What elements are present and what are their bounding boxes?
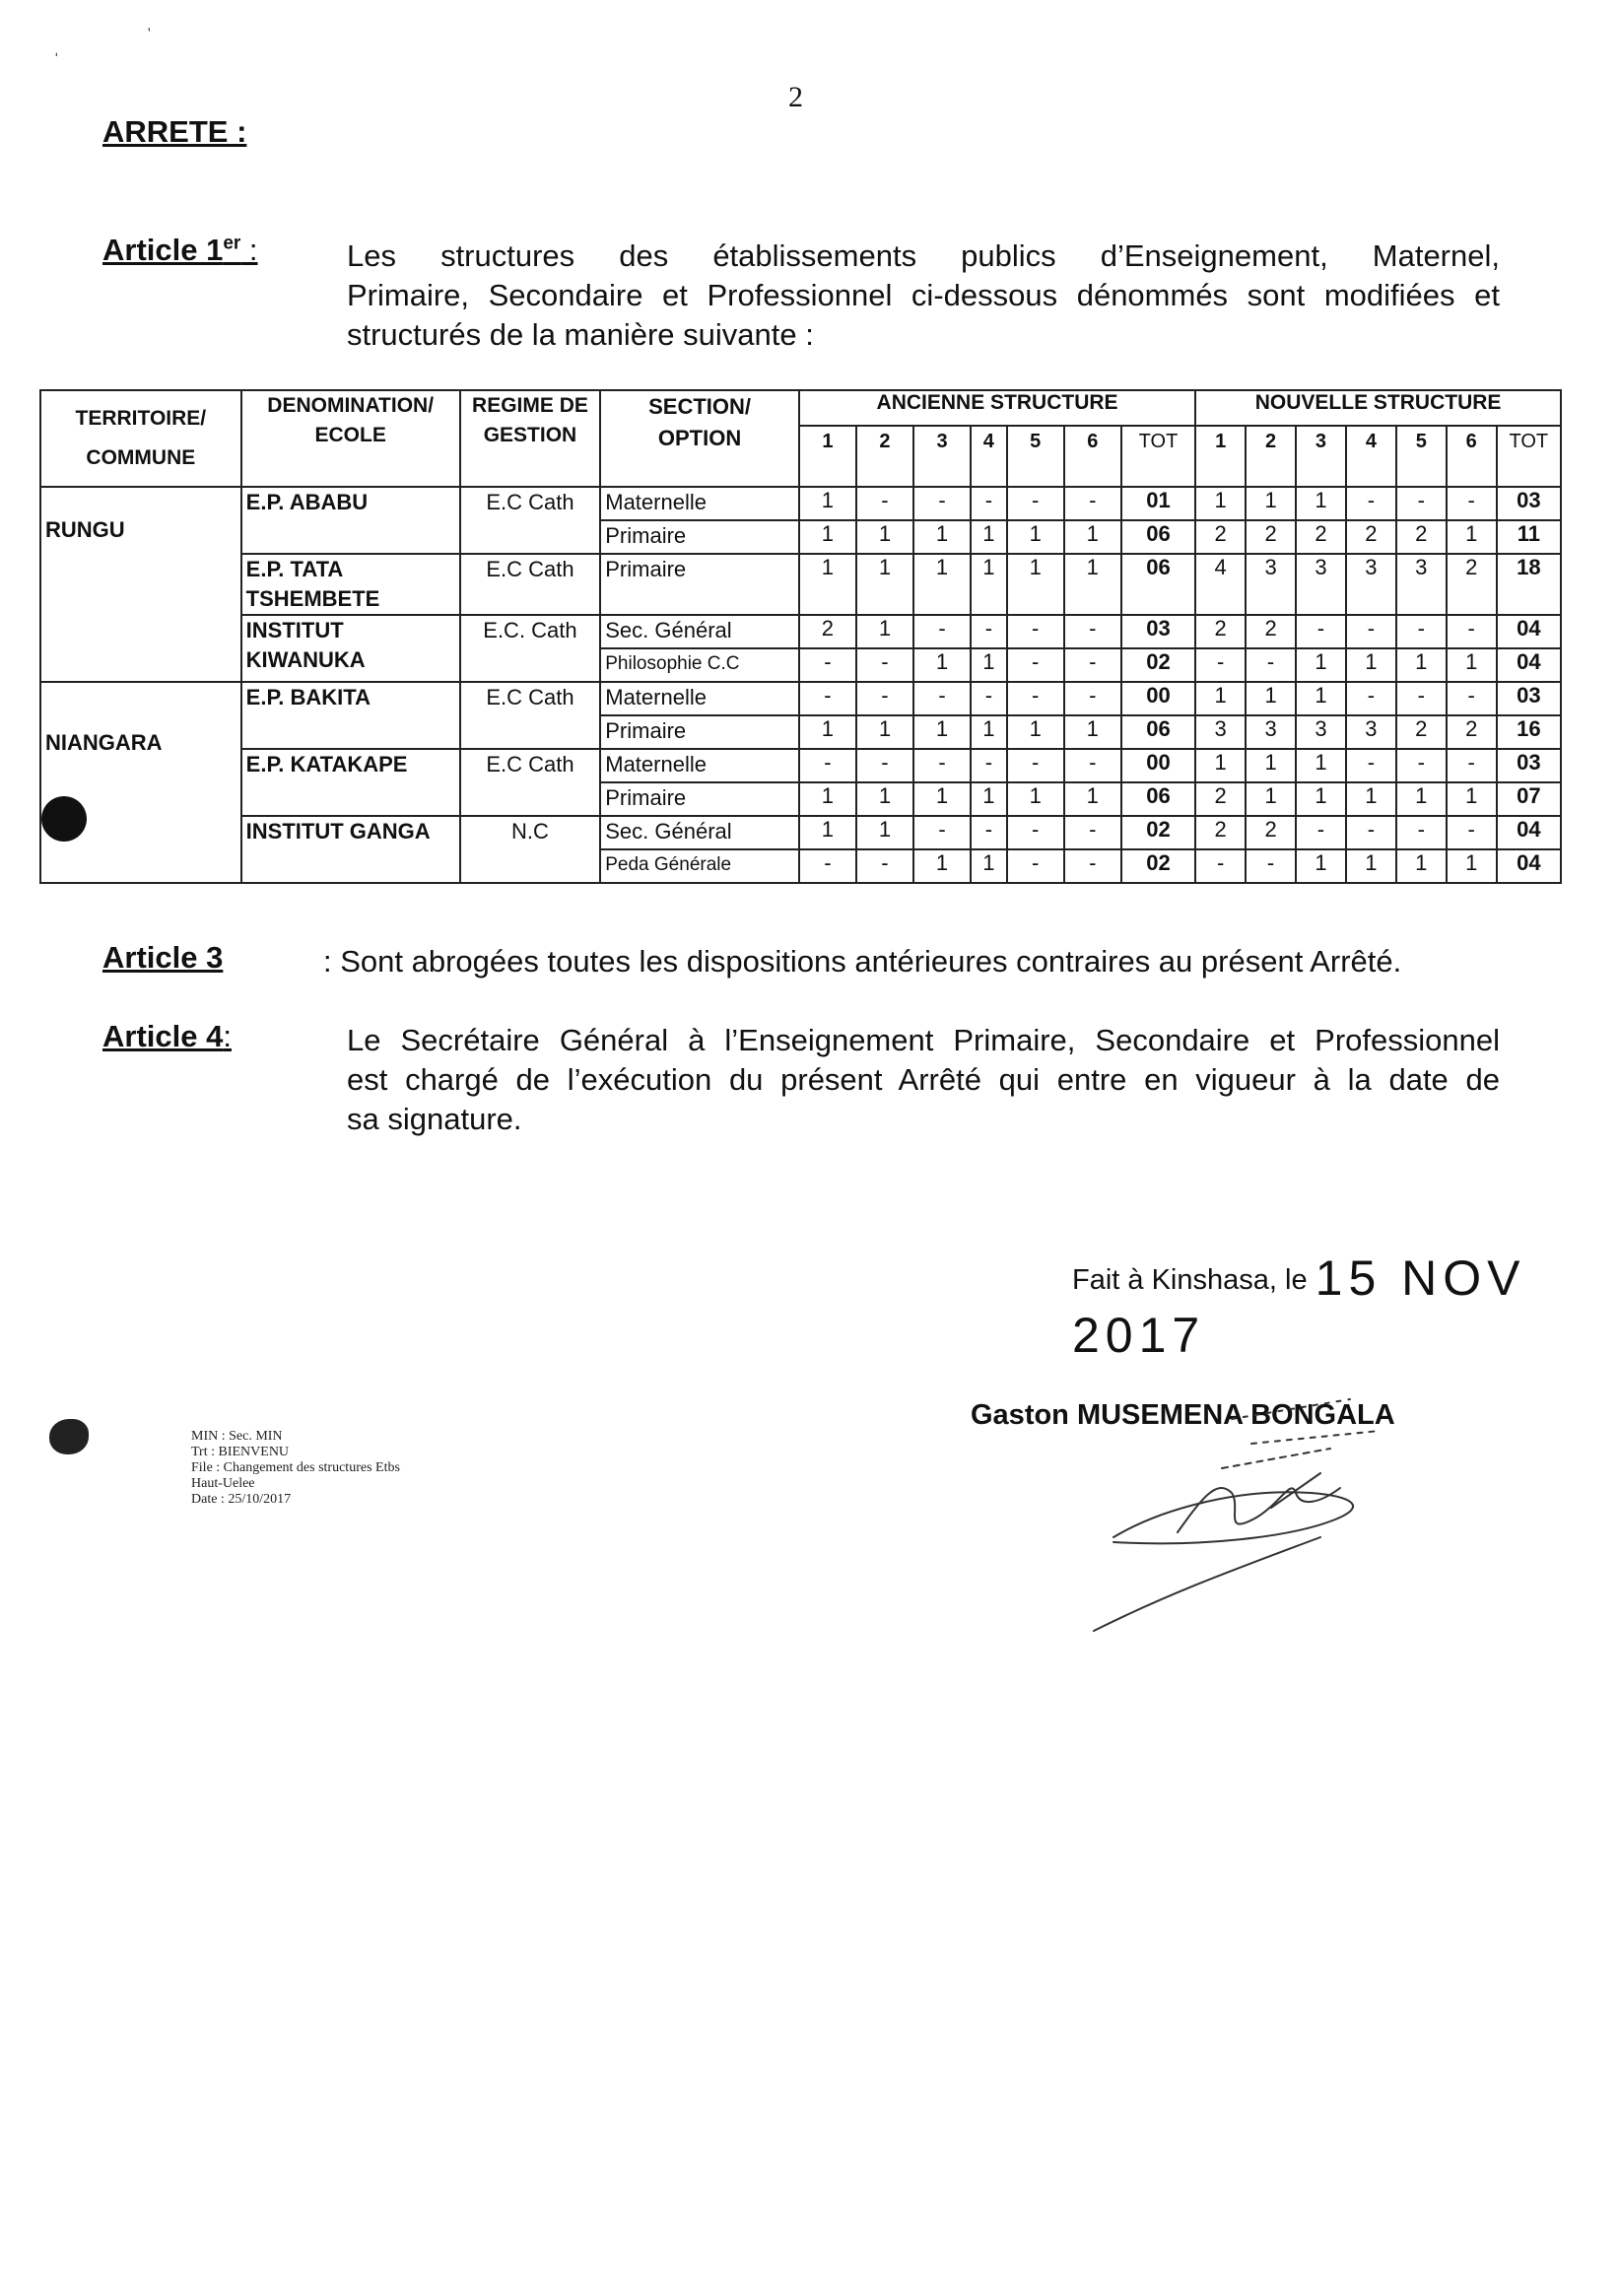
article-4-line: Le Secrétaire Général à l’Enseignement Primaire, Secondaire et Professionnel bbox=[347, 1023, 1500, 1057]
old-total-cell: 06 bbox=[1121, 782, 1195, 816]
old-count-cell: 1 bbox=[799, 782, 856, 816]
article-4-line: est chargé de l’exécution du présent Arrêté qui entre en vigueur à la date de bbox=[347, 1062, 1500, 1097]
col-old-6: 6 bbox=[1064, 426, 1121, 487]
old-count-cell: 1 bbox=[1007, 554, 1064, 615]
old-count-cell: - bbox=[913, 682, 971, 715]
new-total-cell: 03 bbox=[1497, 749, 1561, 782]
article-3-label: Article 3 bbox=[102, 940, 224, 975]
new-count-cell: 1 bbox=[1296, 682, 1346, 715]
old-count-cell: - bbox=[1064, 615, 1121, 648]
old-count-cell: - bbox=[799, 749, 856, 782]
new-count-cell: 3 bbox=[1396, 554, 1447, 615]
new-count-cell: 2 bbox=[1396, 520, 1447, 554]
new-count-cell: 1 bbox=[1346, 849, 1396, 883]
old-total-cell: 01 bbox=[1121, 487, 1195, 520]
old-count-cell: 1 bbox=[856, 554, 913, 615]
new-count-cell: - bbox=[1346, 816, 1396, 849]
note-line: Trt : BIENVENU bbox=[191, 1445, 290, 1459]
reference-note bbox=[191, 1429, 400, 1508]
old-count-cell: - bbox=[971, 816, 1007, 849]
col-old-tot: TOT bbox=[1121, 426, 1195, 487]
old-count-cell: 1 bbox=[1064, 782, 1121, 816]
signatory-name: Gaston MUSEMENA BONGALA bbox=[971, 1399, 1395, 1431]
section-cell: Primaire bbox=[600, 782, 799, 816]
old-count-cell: 1 bbox=[1064, 715, 1121, 749]
place-text: Fait à Kinshasa, le bbox=[1072, 1264, 1308, 1296]
new-count-cell: 1 bbox=[1447, 782, 1497, 816]
new-count-cell: - bbox=[1346, 682, 1396, 715]
handwritten-signature bbox=[1084, 1380, 1409, 1636]
note-line: Date : 25/10/2017 bbox=[191, 1492, 292, 1507]
new-count-cell: - bbox=[1296, 615, 1346, 648]
col-old-4: 4 bbox=[971, 426, 1007, 487]
old-count-cell: - bbox=[1007, 749, 1064, 782]
stamp-mark bbox=[49, 1419, 89, 1454]
old-count-cell: 1 bbox=[1007, 520, 1064, 554]
new-total-cell: 18 bbox=[1497, 554, 1561, 615]
old-total-cell: 02 bbox=[1121, 816, 1195, 849]
old-count-cell: - bbox=[1064, 749, 1121, 782]
new-count-cell: 1 bbox=[1296, 749, 1346, 782]
new-count-cell: 1 bbox=[1396, 849, 1447, 883]
new-count-cell: 3 bbox=[1195, 715, 1246, 749]
section-cell: Maternelle bbox=[600, 749, 799, 782]
new-total-cell: 04 bbox=[1497, 849, 1561, 883]
new-count-cell: 1 bbox=[1195, 487, 1246, 520]
regime-cell: E.C Cath bbox=[460, 554, 601, 615]
old-count-cell: - bbox=[913, 816, 971, 849]
col-territoire: TERRITOIRE/ COMMUNE bbox=[40, 390, 241, 487]
new-count-cell: 3 bbox=[1296, 554, 1346, 615]
table-header bbox=[40, 390, 1561, 487]
old-count-cell: 1 bbox=[856, 715, 913, 749]
new-count-cell: 1 bbox=[1447, 520, 1497, 554]
new-count-cell: 1 bbox=[1346, 648, 1396, 682]
old-count-cell: 1 bbox=[856, 782, 913, 816]
school-name-cell: INSTITUT GANGA bbox=[241, 816, 460, 883]
section-cell: Maternelle bbox=[600, 682, 799, 715]
new-count-cell: 2 bbox=[1246, 615, 1296, 648]
old-total-cell: 06 bbox=[1121, 715, 1195, 749]
old-count-cell: - bbox=[1064, 682, 1121, 715]
new-count-cell: 2 bbox=[1195, 520, 1246, 554]
new-count-cell: 3 bbox=[1346, 554, 1396, 615]
old-count-cell: 1 bbox=[856, 520, 913, 554]
new-count-cell: 2 bbox=[1346, 520, 1396, 554]
new-count-cell: - bbox=[1396, 816, 1447, 849]
old-count-cell: 1 bbox=[971, 849, 1007, 883]
new-count-cell: - bbox=[1296, 816, 1346, 849]
new-count-cell: 1 bbox=[1396, 648, 1447, 682]
new-total-cell: 16 bbox=[1497, 715, 1561, 749]
new-count-cell: - bbox=[1447, 615, 1497, 648]
col-new-6: 6 bbox=[1447, 426, 1497, 487]
new-count-cell: 2 bbox=[1447, 715, 1497, 749]
decree-heading: ARRETE : bbox=[102, 114, 247, 149]
new-count-cell: - bbox=[1195, 648, 1246, 682]
old-count-cell: 1 bbox=[971, 782, 1007, 816]
new-total-cell: 11 bbox=[1497, 520, 1561, 554]
old-count-cell: - bbox=[1007, 615, 1064, 648]
old-count-cell: - bbox=[856, 849, 913, 883]
new-total-cell: 04 bbox=[1497, 615, 1561, 648]
old-count-cell: 1 bbox=[1007, 715, 1064, 749]
new-count-cell: - bbox=[1246, 648, 1296, 682]
section-cell: Primaire bbox=[600, 520, 799, 554]
regime-cell: E.C Cath bbox=[460, 682, 601, 749]
old-count-cell: - bbox=[971, 615, 1007, 648]
old-count-cell: 1 bbox=[971, 520, 1007, 554]
new-total-cell: 03 bbox=[1497, 487, 1561, 520]
new-count-cell: 2 bbox=[1246, 816, 1296, 849]
new-count-cell: 1 bbox=[1296, 487, 1346, 520]
article-4-label: Article 4: bbox=[102, 1019, 232, 1053]
new-count-cell: - bbox=[1396, 682, 1447, 715]
structures-table bbox=[39, 389, 1562, 884]
territory-cell: RUNGU bbox=[40, 487, 241, 682]
school-name-cell: E.P. BAKITA bbox=[241, 682, 460, 749]
new-count-cell: 2 bbox=[1195, 615, 1246, 648]
col-old-5: 5 bbox=[1007, 426, 1064, 487]
old-count-cell: 1 bbox=[1064, 554, 1121, 615]
article-3-text: : Sont abrogées toutes les dispositions antérieures contraires au présent Arrêté. bbox=[323, 944, 1402, 979]
new-count-cell: - bbox=[1396, 487, 1447, 520]
regime-cell: E.C. Cath bbox=[460, 615, 601, 682]
new-count-cell: 3 bbox=[1246, 554, 1296, 615]
old-total-cell: 00 bbox=[1121, 749, 1195, 782]
new-count-cell: 1 bbox=[1195, 749, 1246, 782]
old-count-cell: - bbox=[1064, 816, 1121, 849]
new-count-cell: 1 bbox=[1346, 782, 1396, 816]
new-count-cell: - bbox=[1447, 682, 1497, 715]
regime-cell: E.C Cath bbox=[460, 749, 601, 816]
school-name-cell: INSTITUT KIWANUKA bbox=[241, 615, 460, 682]
school-name-cell: E.P. TATA TSHEMBETE bbox=[241, 554, 460, 615]
old-count-cell: - bbox=[971, 749, 1007, 782]
section-cell: Primaire bbox=[600, 554, 799, 615]
old-count-cell: - bbox=[1064, 487, 1121, 520]
old-count-cell: 1 bbox=[913, 648, 971, 682]
old-count-cell: 1 bbox=[799, 520, 856, 554]
new-count-cell: 1 bbox=[1246, 487, 1296, 520]
page-number: 2 bbox=[788, 81, 803, 113]
new-count-cell: 2 bbox=[1246, 520, 1296, 554]
old-count-cell: 1 bbox=[913, 520, 971, 554]
article-4-text bbox=[347, 1021, 1500, 1139]
new-count-cell: 2 bbox=[1195, 782, 1246, 816]
col-new-3: 3 bbox=[1296, 426, 1346, 487]
article-4-line: sa signature. bbox=[347, 1102, 522, 1136]
old-count-cell: 1 bbox=[799, 715, 856, 749]
old-count-cell: - bbox=[971, 487, 1007, 520]
new-total-cell: 04 bbox=[1497, 816, 1561, 849]
old-count-cell: 1 bbox=[913, 554, 971, 615]
old-count-cell: - bbox=[799, 682, 856, 715]
section-cell: Maternelle bbox=[600, 487, 799, 520]
old-count-cell: - bbox=[913, 487, 971, 520]
col-new-4: 4 bbox=[1346, 426, 1396, 487]
old-count-cell: 1 bbox=[856, 615, 913, 648]
new-count-cell: 4 bbox=[1195, 554, 1246, 615]
new-count-cell: - bbox=[1447, 816, 1497, 849]
new-count-cell: 1 bbox=[1246, 682, 1296, 715]
old-count-cell: 1 bbox=[799, 554, 856, 615]
new-count-cell: 1 bbox=[1296, 648, 1346, 682]
new-total-cell: 07 bbox=[1497, 782, 1561, 816]
old-count-cell: - bbox=[913, 615, 971, 648]
new-count-cell: 3 bbox=[1346, 715, 1396, 749]
table-body bbox=[40, 487, 1561, 883]
col-new-tot: TOT bbox=[1497, 426, 1561, 487]
territory-cell: NIANGARA bbox=[40, 682, 241, 883]
new-count-cell: 1 bbox=[1396, 782, 1447, 816]
old-count-cell: - bbox=[799, 849, 856, 883]
old-count-cell: 1 bbox=[856, 816, 913, 849]
col-new-1: 1 bbox=[1195, 426, 1246, 487]
new-count-cell: - bbox=[1346, 749, 1396, 782]
col-new-5: 5 bbox=[1396, 426, 1447, 487]
old-count-cell: - bbox=[856, 749, 913, 782]
new-count-cell: - bbox=[1447, 487, 1497, 520]
table-row bbox=[40, 816, 1561, 849]
new-count-cell: - bbox=[1346, 487, 1396, 520]
old-count-cell: - bbox=[799, 648, 856, 682]
note-line: Haut-Uelee bbox=[191, 1476, 255, 1491]
col-old-1: 1 bbox=[799, 426, 856, 487]
new-count-cell: 1 bbox=[1246, 782, 1296, 816]
old-count-cell: 1 bbox=[971, 554, 1007, 615]
section-cell: Philosophie C.C bbox=[600, 648, 799, 682]
old-count-cell: - bbox=[856, 682, 913, 715]
new-count-cell: - bbox=[1246, 849, 1296, 883]
old-count-cell: - bbox=[1007, 682, 1064, 715]
col-old-2: 2 bbox=[856, 426, 913, 487]
table-row bbox=[40, 554, 1561, 615]
new-total-cell: 04 bbox=[1497, 648, 1561, 682]
punch-hole bbox=[41, 796, 87, 842]
regime-cell: E.C Cath bbox=[460, 487, 601, 554]
old-count-cell: 1 bbox=[913, 782, 971, 816]
old-count-cell: - bbox=[971, 682, 1007, 715]
place-and-date bbox=[1072, 1249, 1619, 1364]
old-total-cell: 03 bbox=[1121, 615, 1195, 648]
old-count-cell: 1 bbox=[799, 816, 856, 849]
school-name-cell: E.P. KATAKAPE bbox=[241, 749, 460, 816]
new-count-cell: 2 bbox=[1296, 520, 1346, 554]
old-count-cell: 1 bbox=[971, 715, 1007, 749]
table-row bbox=[40, 615, 1561, 648]
scan-mark: ˌ bbox=[53, 35, 60, 57]
old-count-cell: 1 bbox=[1007, 782, 1064, 816]
section-cell: Primaire bbox=[600, 715, 799, 749]
new-count-cell: 3 bbox=[1246, 715, 1296, 749]
article-1-line: Primaire, Secondaire et Professionnel ci-dessous dénommés sont modifiées et bbox=[347, 278, 1500, 312]
new-count-cell: 2 bbox=[1195, 816, 1246, 849]
old-total-cell: 06 bbox=[1121, 520, 1195, 554]
new-count-cell: - bbox=[1396, 615, 1447, 648]
col-ancienne-structure: ANCIENNE STRUCTURE bbox=[799, 390, 1195, 426]
new-count-cell: - bbox=[1396, 749, 1447, 782]
section-cell: Peda Générale bbox=[600, 849, 799, 883]
col-nouvelle-structure: NOUVELLE STRUCTURE bbox=[1195, 390, 1561, 426]
new-count-cell: - bbox=[1195, 849, 1246, 883]
old-total-cell: 02 bbox=[1121, 648, 1195, 682]
old-count-cell: 1 bbox=[971, 648, 1007, 682]
article-1-label: Article 1er : bbox=[102, 233, 258, 267]
article-1-text bbox=[347, 236, 1500, 355]
old-count-cell: - bbox=[1007, 648, 1064, 682]
note-line: MIN : Sec. MIN bbox=[191, 1429, 283, 1444]
school-name-cell: E.P. ABABU bbox=[241, 487, 460, 554]
old-count-cell: 1 bbox=[913, 715, 971, 749]
old-count-cell: - bbox=[1064, 849, 1121, 883]
new-count-cell: 1 bbox=[1296, 782, 1346, 816]
scan-mark: ˈ bbox=[146, 26, 153, 47]
new-total-cell: 03 bbox=[1497, 682, 1561, 715]
article-1-line: Les structures des établissements publics d’Enseignement, Maternel, bbox=[347, 238, 1500, 273]
new-count-cell: 2 bbox=[1447, 554, 1497, 615]
new-count-cell: 1 bbox=[1246, 749, 1296, 782]
new-count-cell: 2 bbox=[1396, 715, 1447, 749]
new-count-cell: - bbox=[1346, 615, 1396, 648]
old-total-cell: 02 bbox=[1121, 849, 1195, 883]
new-count-cell: - bbox=[1447, 749, 1497, 782]
old-count-cell: - bbox=[1007, 487, 1064, 520]
col-regime: REGIME DE GESTION bbox=[460, 390, 601, 487]
date-stamp: 15 NOV 2017 bbox=[1072, 1250, 1526, 1363]
article-1-line: structurés de la manière suivante : bbox=[347, 317, 814, 352]
old-total-cell: 00 bbox=[1121, 682, 1195, 715]
new-count-cell: 1 bbox=[1296, 849, 1346, 883]
col-old-3: 3 bbox=[913, 426, 971, 487]
table-row bbox=[40, 487, 1561, 520]
old-count-cell: - bbox=[1007, 849, 1064, 883]
col-new-2: 2 bbox=[1246, 426, 1296, 487]
old-count-cell: - bbox=[913, 749, 971, 782]
new-count-cell: 1 bbox=[1447, 849, 1497, 883]
new-count-cell: 3 bbox=[1296, 715, 1346, 749]
section-cell: Sec. Général bbox=[600, 816, 799, 849]
old-count-cell: - bbox=[1064, 648, 1121, 682]
col-denomination: DENOMINATION/ ECOLE bbox=[241, 390, 460, 487]
new-count-cell: 1 bbox=[1447, 648, 1497, 682]
old-count-cell: 1 bbox=[799, 487, 856, 520]
old-total-cell: 06 bbox=[1121, 554, 1195, 615]
new-count-cell: 1 bbox=[1195, 682, 1246, 715]
section-cell: Sec. Général bbox=[600, 615, 799, 648]
old-count-cell: - bbox=[856, 648, 913, 682]
old-count-cell: - bbox=[856, 487, 913, 520]
table-row bbox=[40, 682, 1561, 715]
old-count-cell: 1 bbox=[1064, 520, 1121, 554]
col-section: SECTION/ OPTION bbox=[600, 390, 799, 487]
regime-cell: N.C bbox=[460, 816, 601, 883]
old-count-cell: 2 bbox=[799, 615, 856, 648]
old-count-cell: - bbox=[1007, 816, 1064, 849]
note-line: File : Changement des structures Etbs bbox=[191, 1460, 400, 1475]
table-row bbox=[40, 749, 1561, 782]
old-count-cell: 1 bbox=[913, 849, 971, 883]
